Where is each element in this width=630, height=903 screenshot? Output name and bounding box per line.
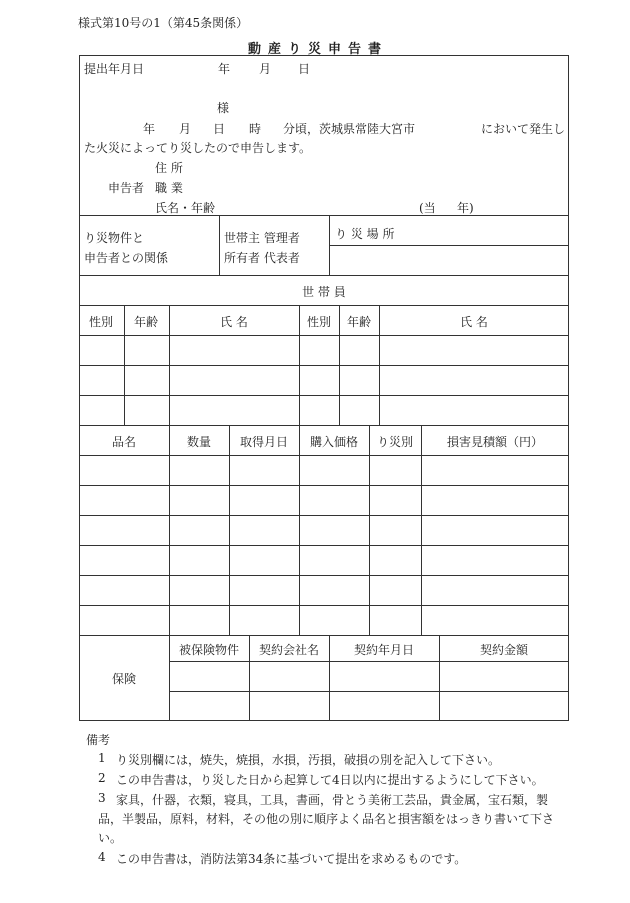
occur-tail: において発生し (481, 122, 566, 136)
note-4-number: 4 (98, 850, 106, 864)
note-4: この申告書は，消防法第34条に基づいて提出を求めるものです。 (116, 852, 467, 866)
notes-heading: 備考 (86, 733, 111, 747)
submit-month-label: 月 (259, 62, 272, 76)
disaster-place-label: り 災 場 所 (335, 227, 395, 241)
occur-minute-label: 分頃，茨城県常陸大宮市 (283, 122, 416, 136)
submit-year-label: 年 (218, 62, 231, 76)
occur-line2: た火災によってり災したので申告します。 (84, 141, 312, 155)
note-2-number: 2 (98, 771, 106, 785)
items-col-name: 品名 (111, 435, 137, 449)
occur-day-label: 日 (213, 122, 226, 136)
items-col-acq-date: 取得月日 (239, 435, 289, 449)
page-title: 動産り災申告書 (247, 42, 389, 57)
household-col-name-2: 氏 名 (460, 315, 488, 329)
address-label: 住 所 (155, 161, 183, 175)
household-col-sex-2: 性別 (306, 315, 332, 329)
insurance-col-amount: 契約金額 (479, 643, 529, 657)
age-close: 年) (457, 201, 474, 215)
name-age-label: 氏名・年齢 (155, 201, 216, 215)
occur-month-label: 月 (179, 122, 192, 136)
insurance-col-item: 被保険物件 (178, 643, 240, 657)
insurance-label: 保険 (111, 672, 137, 686)
occur-year-label: 年 (143, 122, 156, 136)
note-3-line3: い。 (98, 831, 123, 845)
note-1: り災別欄には，焼失，焼損，水損，汚損，破損の別を記入して下さい。 (116, 753, 501, 767)
occur-hour-label: 時 (249, 122, 262, 136)
note-3-number: 3 (98, 791, 106, 805)
items-col-damage: り災別 (376, 435, 414, 449)
note-2: この申告書は，り災した日から起算して4日以内に提出するようにして下さい。 (116, 773, 544, 787)
note-1-number: 1 (98, 751, 106, 765)
note-3-line2: 品，半製品，原料，材料，その他の別に順序よく品名と損害額をはっきり書いて下さ (98, 812, 555, 826)
submit-date-label: 提出年月日 (84, 62, 145, 76)
age-open: (当 (419, 201, 436, 215)
note-3-line1: 家具，什器，衣類，寝具，工具，書画，骨とう美術工芸品，貴金属，宝石類，製 (116, 793, 549, 807)
occupation-label: 職 業 (155, 181, 183, 195)
household-title: 世 帯 員 (302, 285, 346, 299)
insurance-col-date: 契約年月日 (353, 643, 415, 657)
household-col-sex: 性別 (88, 315, 114, 329)
household-col-age-2: 年齢 (346, 315, 372, 329)
items-col-loss: 損害見積額（円） (446, 435, 544, 449)
household-col-age: 年齢 (133, 315, 159, 329)
submit-day-label: 日 (298, 62, 311, 76)
relation-label-line1: り災物件と (84, 231, 145, 245)
relation-option-line2: 所有者 代表者 (224, 251, 300, 265)
items-col-qty: 数量 (186, 435, 212, 449)
items-col-price: 購入価格 (309, 435, 359, 449)
relation-label-line2: 申告者との関係 (84, 251, 169, 265)
relation-option-line1: 世帯主 管理者 (224, 231, 300, 245)
addressee-suffix: 様 (217, 101, 230, 115)
insurance-col-company: 契約会社名 (258, 643, 320, 657)
household-col-name: 氏 名 (220, 315, 248, 329)
applicant-label: 申告者 (108, 181, 145, 195)
form-number: 様式第10号の1（第45条関係） (78, 16, 249, 30)
